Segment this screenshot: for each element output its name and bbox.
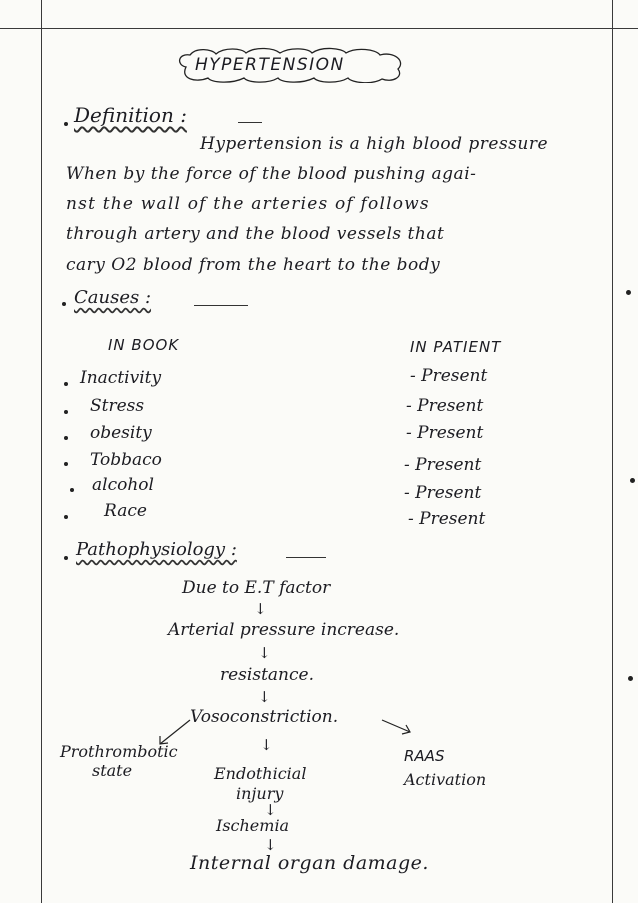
heading-dash [286,557,326,558]
cause-status: - Present [406,423,484,443]
definition-heading: Definition : [74,103,187,127]
definition-line-3: nst the wall of the arteries of follows [66,194,430,214]
cause-name: Stress [90,396,145,416]
heading-dash [238,122,262,123]
cause-status: - Present [404,455,482,475]
edge-dot [630,478,635,483]
bullet [64,556,68,560]
cause-status: - Present [406,396,484,416]
bullet [64,410,68,414]
branch-left-line-2: state [92,761,133,780]
cause-name: Race [104,501,147,521]
flow-step-2: Arterial pressure increase. [168,620,400,640]
bullet [64,462,68,466]
cause-name: Inactivity [80,368,162,388]
bullet [64,382,68,386]
cause-status: - Present [408,509,486,529]
flow-step-3: resistance. [220,665,314,685]
page-top-rule [0,28,638,29]
definition-line-1: Hypertension is a high blood pressure [200,134,549,154]
down-arrow-icon: ↓ [260,736,273,754]
page-title: HYPERTENSION [195,55,345,75]
flow-step-6: Internal organ damage. [190,852,429,874]
down-arrow-icon: ↓ [254,600,267,618]
flow-step-4: Vosoconstriction. [190,707,339,727]
heading-arrow [194,305,248,306]
cause-status: - Present [410,366,488,386]
bullet [62,302,66,306]
cause-name: alcohol [92,475,154,495]
bullet [64,515,68,519]
branch-mid-line-1: Endothicial [214,764,307,783]
pathophysiology-heading: Pathophysiology : [76,539,237,560]
branch-mid-line-2: injury [236,784,284,803]
down-arrow-icon: ↓ [258,644,271,662]
definition-line-2: When by the force of the blood pushing agai- [66,164,477,184]
cause-name: obesity [90,423,152,443]
down-arrow-icon: ↓ [264,801,277,819]
bullet [64,436,68,440]
cause-status: - Present [404,483,482,503]
edge-dot [628,676,633,681]
page-margin-line [41,0,42,903]
bullet [64,122,68,126]
flow-step-1: Due to E.T factor [182,578,331,598]
down-arrow-icon: ↓ [258,688,271,706]
causes-heading: Causes : [74,287,152,308]
column-in-book: IN BOOK [108,336,180,354]
branch-left-line-1: Prothrombotic [60,742,178,761]
branch-right-line-1: RAAS [404,747,445,765]
edge-dot [626,290,631,295]
column-in-patient: IN PATIENT [410,338,502,356]
definition-line-4: through artery and the blood vessels that [66,224,445,244]
bullet [70,488,74,492]
cause-name: Tobbaco [90,450,162,470]
definition-line-5: cary O2 blood from the heart to the body [66,255,441,275]
branch-right-line-2: Activation [404,770,487,789]
flow-step-5: Ischemia [216,816,290,835]
down-arrow-icon: ↓ [264,836,277,854]
page-right-line [612,0,613,903]
